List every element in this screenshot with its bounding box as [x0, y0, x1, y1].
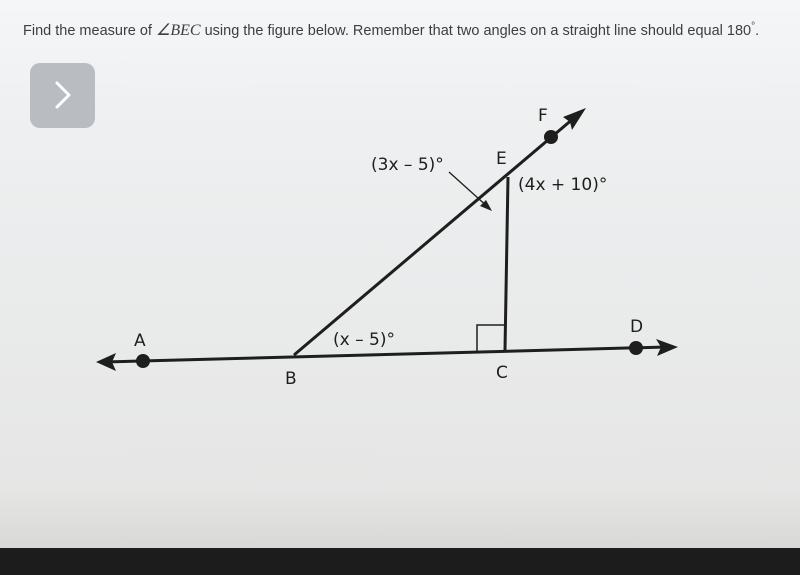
label-b: B: [285, 369, 297, 389]
screen-bezel: [0, 548, 800, 575]
label-d: D: [630, 317, 644, 337]
angle-symbol: ∠: [156, 22, 171, 39]
question-suffix: using the figure below. Remember that two angles on a straight line should equal 180: [200, 23, 752, 39]
angle-label-ebc: (x – 5)°: [333, 330, 395, 350]
point-d: [629, 341, 643, 355]
arrowhead-f: [563, 108, 586, 130]
label-a: A: [134, 331, 146, 351]
label-e: E: [496, 149, 507, 169]
point-a: [136, 354, 150, 368]
angle-name: BEC: [170, 22, 201, 39]
angle-pointer: [449, 172, 489, 208]
angle-label-fec: (4x + 10)°: [518, 175, 608, 195]
ray-bf: [294, 118, 574, 355]
label-c: C: [496, 363, 508, 383]
degree-symbol: °: [751, 21, 756, 33]
right-angle-mark: [477, 325, 505, 351]
question-prefix: Find the measure of: [23, 23, 156, 39]
point-f: [544, 130, 558, 144]
angle-label-bec: (3x – 5)°: [371, 155, 444, 175]
label-f: F: [538, 106, 548, 126]
segment-ec: [505, 177, 508, 350]
question-end: .: [755, 23, 760, 39]
